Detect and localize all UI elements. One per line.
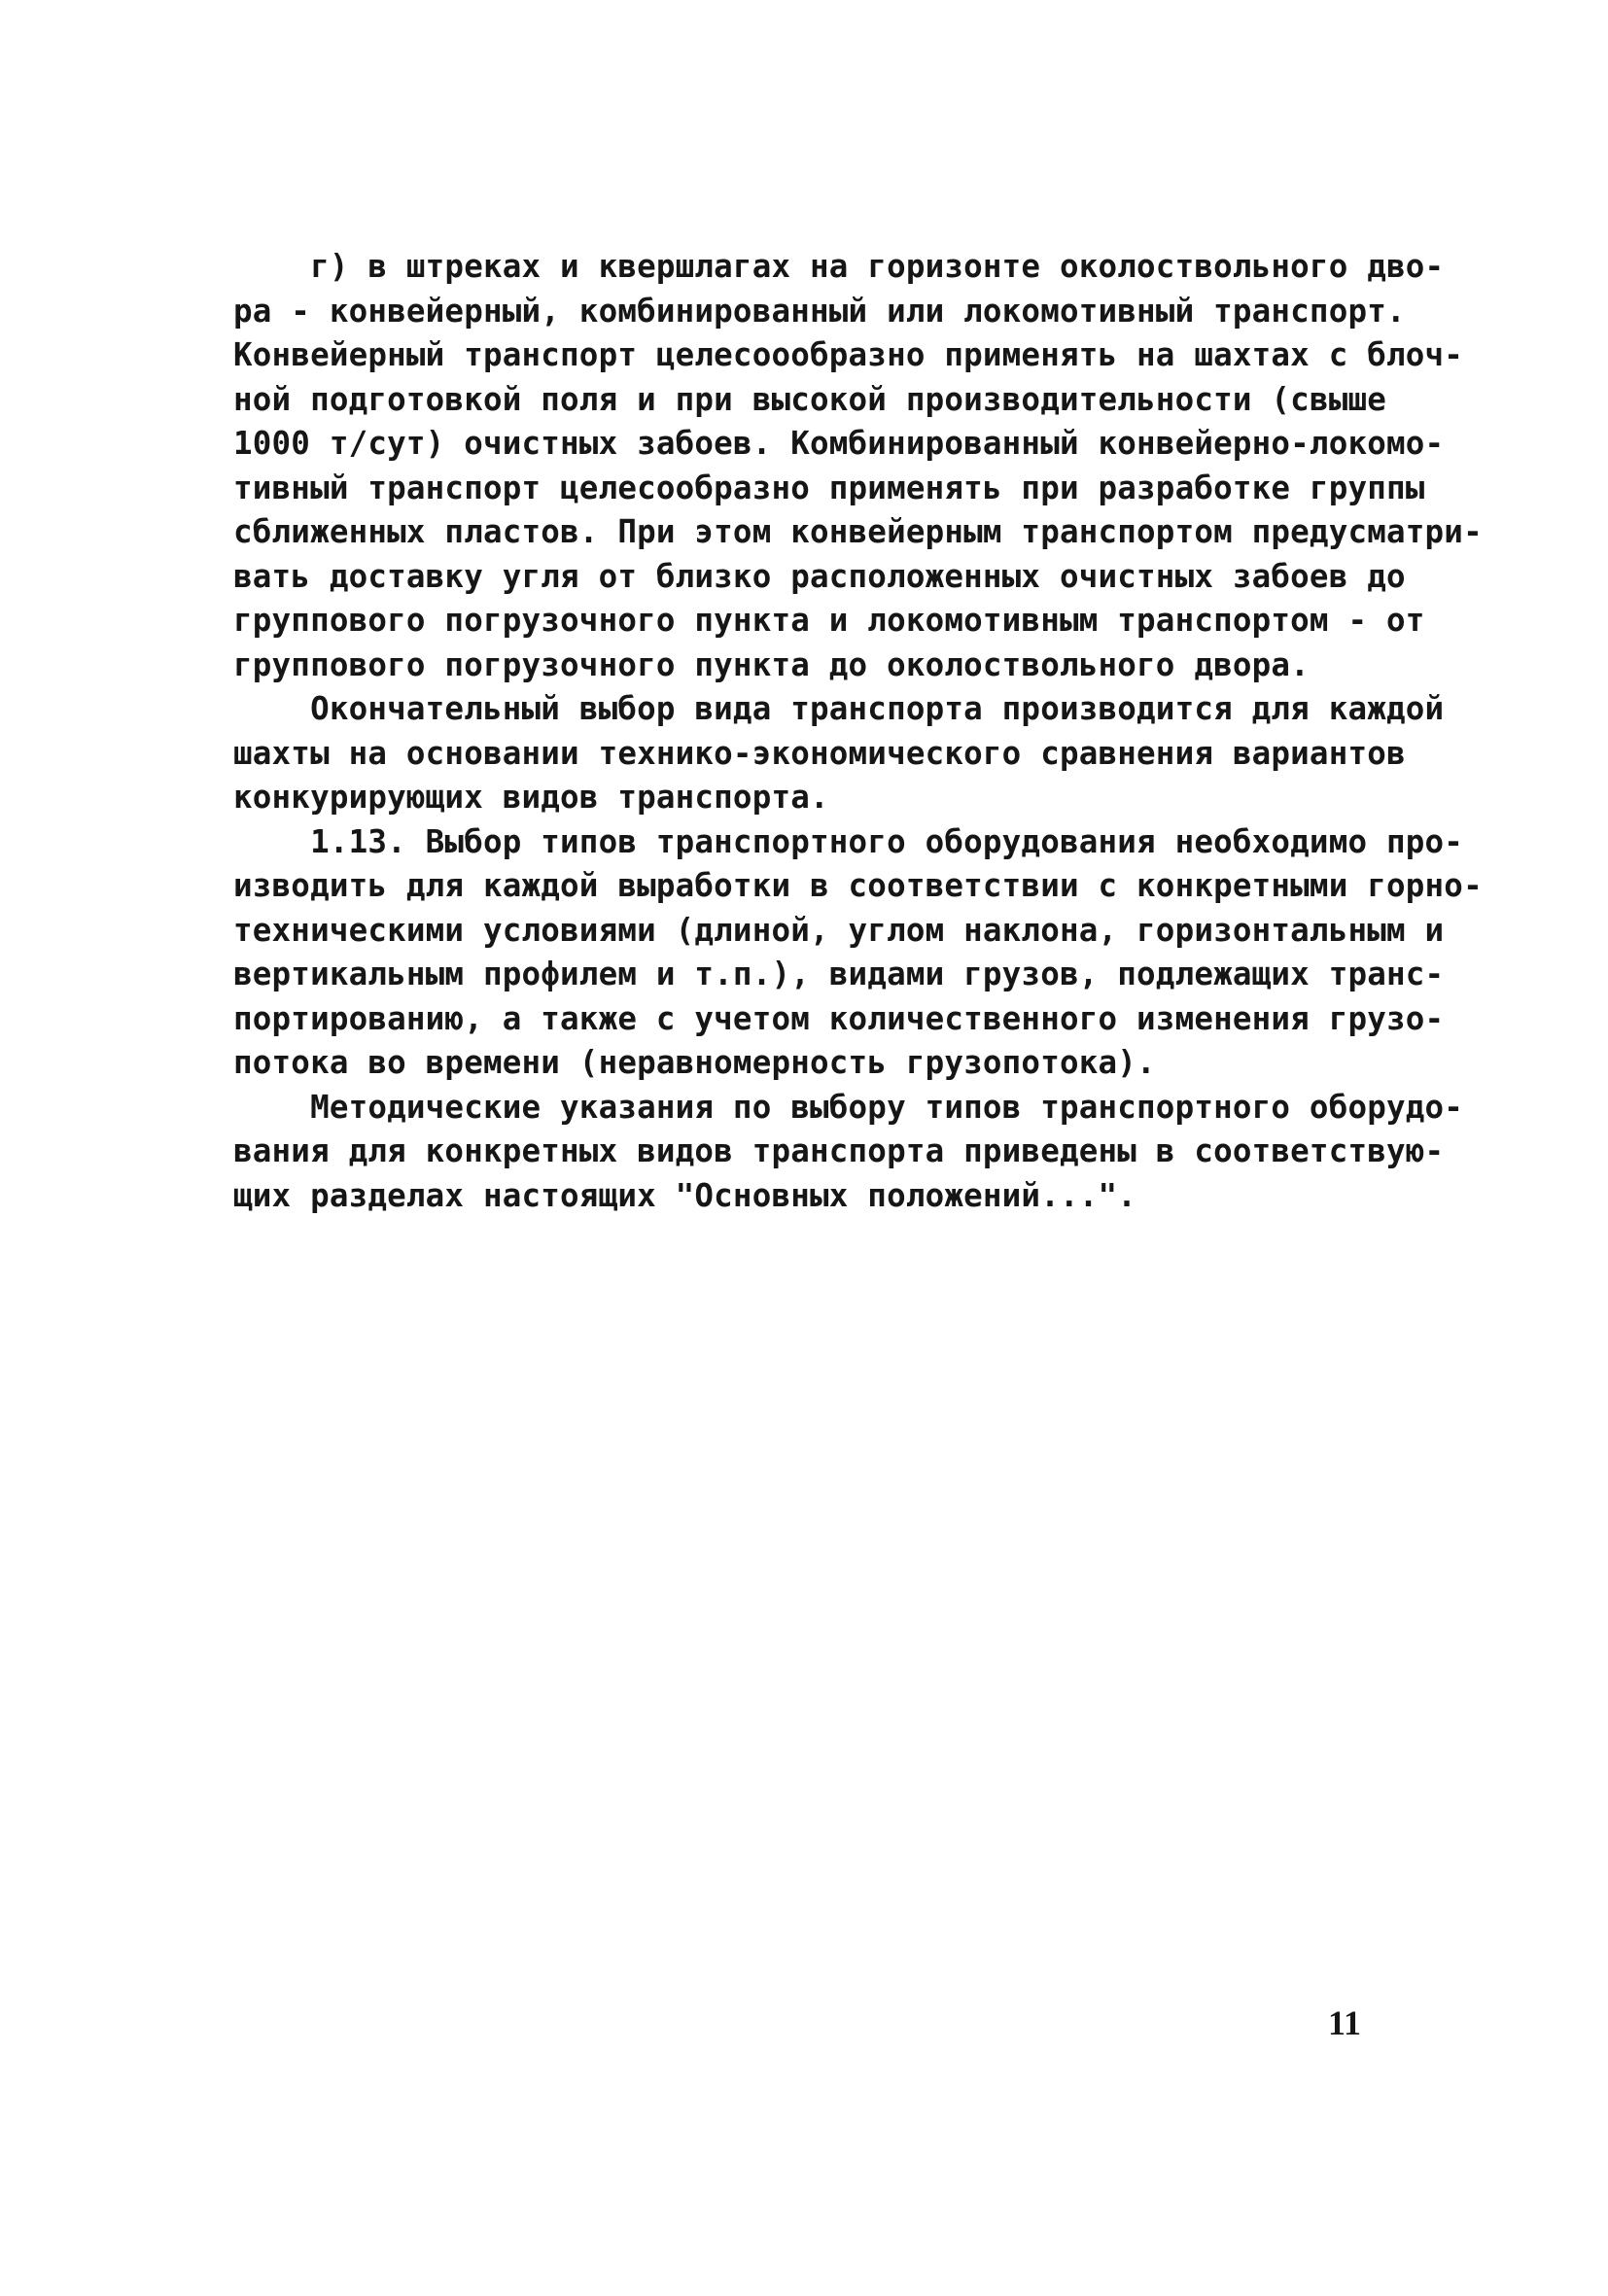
text-line: г) в штреках и квершлагах на горизонте околоствольного дво-: [233, 248, 1445, 285]
text-line: техническими условиями (длиной, углом наклона, горизонтальным и: [233, 911, 1445, 949]
text-line: ра - конвейерный, комбинированный или локомотивный транспорт.: [233, 292, 1406, 330]
text-line: вания для конкретных видов транспорта приведены в соответствую-: [233, 1132, 1445, 1169]
text-line: сближенных пластов. При этом конвейерным транспортом предусматри-: [233, 513, 1483, 550]
text-line: Окончательный выбор вида транспорта производится для каждой: [233, 690, 1445, 727]
text-line: вертикальным профилем и т.п.), видами грузов, подлежащих транс-: [233, 956, 1445, 992]
text-line: портированию, а также с учетом количественного изменения грузо-: [233, 999, 1445, 1037]
text-line: щих разделах настоящих "Основных положений...".: [233, 1176, 1137, 1214]
text-line: вать доставку угля от близко расположенных очистных забоев до: [233, 557, 1406, 595]
text-line: ной подготовкой поля и при высокой производительности (свыше: [233, 380, 1386, 418]
text-line: Конвейерный транспорт целесоообразно применять на шахтах с блоч-: [233, 336, 1464, 373]
text-line: шахты на основании технико-экономического сравнения вариантов: [233, 734, 1406, 772]
body-text: [233, 245, 1483, 1218]
text-line: изводить для каждой выработки в соответствии с конкретными горно-: [233, 867, 1483, 904]
text-line: группового погрузочного пункта и локомотивным транспортом - от: [233, 602, 1425, 639]
text-line: конкурирующих видов транспорта.: [233, 779, 829, 816]
text-line: 1.13. Выбор типов транспортного оборудования необходимо про-: [233, 822, 1464, 860]
text-line: 1000 т/сут) очистных забоев. Комбинированный конвейерно-локомо-: [233, 425, 1445, 462]
text-line: группового погрузочного пункта до околоствольного двора.: [233, 645, 1310, 683]
page-number: 11: [1328, 2003, 1362, 2042]
text-line: тивный транспорт целесообразно применять при разработке группы: [233, 469, 1425, 506]
text-line: потока во времени (неравномерность грузопотока).: [233, 1044, 1156, 1081]
text-line: Методические указания по выбору типов транспортного оборудо-: [233, 1088, 1464, 1126]
